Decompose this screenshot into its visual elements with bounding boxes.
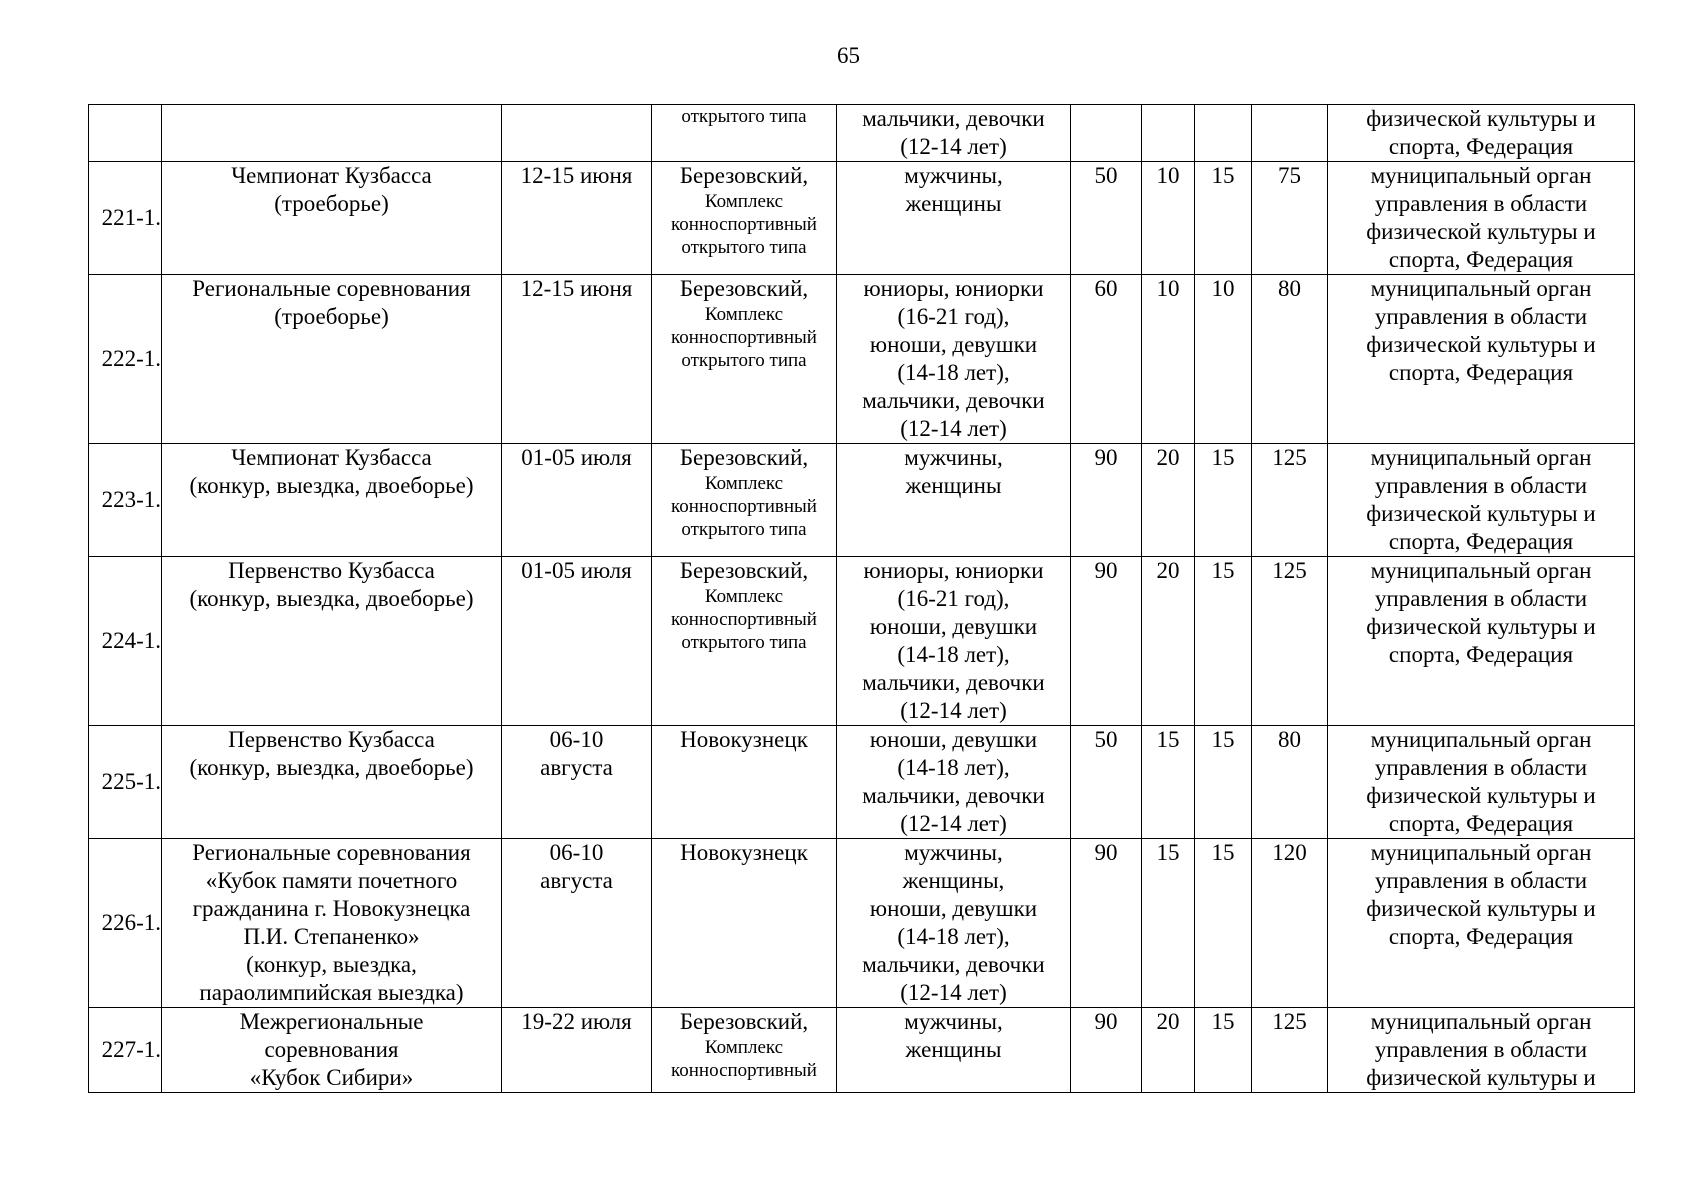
dates-line: 12-15 июня (520, 276, 633, 301)
participants-line: мальчики, девочки (862, 952, 1045, 977)
organizer-line: физической культуры и (1366, 501, 1596, 526)
event-name-line: (конкур, выездка, (246, 952, 417, 977)
venue-detail-line: открытого типа (681, 632, 807, 653)
organizer-line: муниципальный орган (1370, 558, 1592, 583)
row-number-cell (89, 726, 162, 839)
organizer-line: управления в области (1374, 755, 1588, 780)
event-name-line: «Кубок памяти почетного (205, 868, 458, 893)
count-cell-2 (1142, 1008, 1195, 1093)
count-cell-total (1252, 105, 1328, 162)
count-value: 15 (1211, 1009, 1235, 1034)
count-cell-3 (1195, 839, 1252, 1008)
count-cell-3 (1195, 1008, 1252, 1093)
row-number: 221-1. (101, 205, 161, 230)
participants-line: мужчины, (904, 840, 1003, 865)
count-value: 15 (1211, 445, 1235, 470)
event-name-line: Региональные соревнования (192, 840, 471, 865)
table-row (89, 1008, 1635, 1093)
organizer-line: управления в области (1374, 473, 1588, 498)
venue-cell (652, 105, 837, 162)
count-value: 15 (1211, 163, 1235, 188)
organizer-line: управления в области (1374, 586, 1588, 611)
dates-cell (502, 557, 652, 726)
count-value: 15 (1211, 558, 1235, 583)
count-value: 90 (1094, 840, 1118, 865)
dates-line: 01-05 июля (521, 445, 632, 470)
table-row (89, 162, 1635, 275)
participants-line: женщины (905, 1037, 1002, 1062)
venue-cell (652, 1008, 837, 1093)
count-total-value: 80 (1278, 727, 1301, 752)
count-value: 90 (1094, 1009, 1118, 1034)
venue-detail-line: Комплекс (704, 191, 784, 212)
organizer-cell (1328, 275, 1635, 444)
count-value: 20 (1156, 1009, 1180, 1034)
count-cell-3 (1195, 162, 1252, 275)
venue-detail-line: Комплекс (704, 473, 784, 494)
count-cell-total (1252, 557, 1328, 726)
row-number-cell (89, 839, 162, 1008)
count-cell-3 (1195, 275, 1252, 444)
venue-detail-line: конноспортивный (671, 327, 817, 348)
participants-line: (16-21 год), (897, 304, 1010, 329)
table-row (89, 557, 1635, 726)
count-value: 50 (1094, 727, 1118, 752)
event-name-cell (162, 275, 502, 444)
event-name-cell (162, 1008, 502, 1093)
organizer-line: спорта, Федерация (1388, 134, 1574, 159)
participants-line: юноши, девушки (869, 332, 1038, 357)
venue-detail-line: открытого типа (681, 106, 807, 127)
event-name-line: параолимпийская выездка) (199, 980, 464, 1005)
participants-line: (14-18 лет), (897, 924, 1010, 949)
participants-line: юноши, девушки (869, 614, 1038, 639)
events-table (88, 104, 1635, 1093)
count-value: 10 (1211, 276, 1235, 301)
table-row (89, 105, 1635, 162)
participants-cell (837, 444, 1071, 557)
participants-cell (837, 726, 1071, 839)
event-name-line: Региональные соревнования (192, 276, 471, 301)
dates-line: 06-10 (549, 840, 604, 865)
organizer-line: управления в области (1374, 304, 1588, 329)
participants-line: мальчики, девочки (862, 106, 1045, 131)
organizer-line: муниципальный орган (1370, 1009, 1592, 1034)
organizer-line: управления в области (1374, 191, 1588, 216)
venue-detail-line: открытого типа (681, 350, 807, 371)
organizer-line: спорта, Федерация (1388, 642, 1574, 667)
participants-cell (837, 557, 1071, 726)
participants-line: мальчики, девочки (862, 388, 1045, 413)
organizer-line: управления в области (1374, 868, 1588, 893)
count-cell-1 (1071, 275, 1142, 444)
row-number: 222-1. (101, 346, 161, 371)
participants-line: (14-18 лет), (897, 360, 1010, 385)
row-number-cell (89, 105, 162, 162)
organizer-line: муниципальный орган (1370, 727, 1592, 752)
count-cell-3 (1195, 557, 1252, 726)
count-total-value: 120 (1272, 840, 1307, 865)
count-cell-3 (1195, 105, 1252, 162)
dates-line: 01-05 июля (521, 558, 632, 583)
organizer-line: физической культуры и (1366, 783, 1596, 808)
table-row (89, 275, 1635, 444)
count-cell-2 (1142, 444, 1195, 557)
dates-cell (502, 444, 652, 557)
participants-line: мужчины, (904, 163, 1003, 188)
participants-cell (837, 275, 1071, 444)
venue-detail-line: конноспортивный (671, 214, 817, 235)
venue-city: Березовский, (679, 276, 809, 301)
count-cell-2 (1142, 162, 1195, 275)
count-cell-2 (1142, 275, 1195, 444)
participants-line: юноши, девушки (869, 727, 1038, 752)
organizer-line: муниципальный орган (1370, 445, 1592, 470)
event-name-cell (162, 105, 502, 162)
count-cell-3 (1195, 444, 1252, 557)
organizer-line: спорта, Федерация (1388, 529, 1574, 554)
row-number: 223-1. (101, 487, 161, 512)
venue-detail-line: открытого типа (681, 237, 807, 258)
dates-cell (502, 275, 652, 444)
count-cell-2 (1142, 105, 1195, 162)
venue-city: Березовский, (679, 558, 809, 583)
venue-city: Березовский, (679, 163, 809, 188)
organizer-line: спорта, Федерация (1388, 811, 1574, 836)
row-number: 227-1. (101, 1037, 161, 1062)
table-row (89, 444, 1635, 557)
participants-cell (837, 162, 1071, 275)
venue-detail-line: конноспортивный (671, 496, 817, 517)
count-cell-total (1252, 726, 1328, 839)
participants-line: юниоры, юниорки (863, 276, 1044, 301)
venue-city: Березовский, (679, 1009, 809, 1034)
event-name-cell (162, 162, 502, 275)
row-number-cell (89, 557, 162, 726)
organizer-line: спорта, Федерация (1388, 360, 1574, 385)
participants-line: мальчики, девочки (862, 783, 1045, 808)
count-cell-1 (1071, 105, 1142, 162)
row-number: 225-1. (101, 769, 161, 794)
dates-cell (502, 162, 652, 275)
organizer-line: физической культуры и (1366, 1065, 1596, 1090)
count-value: 50 (1094, 163, 1118, 188)
count-value: 20 (1156, 445, 1180, 470)
organizer-line: муниципальный орган (1370, 276, 1592, 301)
dates-line: 06-10 (549, 727, 604, 752)
count-total-value: 75 (1278, 163, 1301, 188)
participants-line: женщины (905, 191, 1002, 216)
organizer-cell (1328, 1008, 1635, 1093)
participants-cell (837, 105, 1071, 162)
venue-cell (652, 557, 837, 726)
count-value: 15 (1211, 727, 1235, 752)
venue-cell (652, 726, 837, 839)
count-cell-2 (1142, 726, 1195, 839)
participants-cell (837, 839, 1071, 1008)
organizer-line: физической культуры и (1366, 106, 1596, 131)
count-cell-1 (1071, 444, 1142, 557)
organizer-cell (1328, 839, 1635, 1008)
participants-line: (16-21 год), (897, 586, 1010, 611)
event-name-line: соревнования (264, 1037, 399, 1062)
venue-detail-line: Комплекс (704, 304, 784, 325)
count-cell-1 (1071, 557, 1142, 726)
count-cell-3 (1195, 726, 1252, 839)
participants-line: женщины, (902, 868, 1005, 893)
participants-line: мальчики, девочки (862, 670, 1045, 695)
organizer-line: физической культуры и (1366, 332, 1596, 357)
venue-cell (652, 444, 837, 557)
venue-detail-line: конноспортивный (671, 609, 817, 630)
event-name-line: (конкур, выездка, двоеборье) (189, 473, 474, 498)
organizer-line: физической культуры и (1366, 614, 1596, 639)
venue-cell (652, 275, 837, 444)
event-name-cell (162, 444, 502, 557)
venue-city: Березовский, (679, 445, 809, 470)
count-cell-total (1252, 839, 1328, 1008)
count-value: 90 (1094, 558, 1118, 583)
venue-detail-line: конноспортивный (671, 1060, 817, 1081)
dates-cell (502, 726, 652, 839)
event-name-cell (162, 839, 502, 1008)
count-value: 10 (1156, 163, 1180, 188)
participants-line: женщины (905, 473, 1002, 498)
row-number-cell (89, 162, 162, 275)
event-name-line: гражданина г. Новокузнецка (192, 896, 471, 921)
dates-line: 12-15 июня (520, 163, 633, 188)
venue-city: Новокузнецк (680, 840, 808, 865)
participants-line: (12-14 лет) (900, 134, 1007, 159)
event-name-line: (троеборье) (274, 191, 389, 216)
participants-line: юниоры, юниорки (863, 558, 1044, 583)
participants-line: (12-14 лет) (900, 698, 1007, 723)
count-cell-1 (1071, 839, 1142, 1008)
count-cell-1 (1071, 726, 1142, 839)
event-name-cell (162, 726, 502, 839)
count-total-value: 125 (1272, 445, 1307, 470)
organizer-cell (1328, 105, 1635, 162)
organizer-cell (1328, 444, 1635, 557)
event-name-line: Первенство Кузбасса (228, 727, 435, 752)
event-name-line: «Кубок Сибири» (249, 1065, 414, 1090)
row-number: 226-1. (101, 910, 161, 935)
count-total-value: 80 (1278, 276, 1301, 301)
dates-line: 19-22 июля (521, 1009, 632, 1034)
count-cell-1 (1071, 1008, 1142, 1093)
venue-cell (652, 839, 837, 1008)
event-name-line: П.И. Степаненко» (243, 924, 420, 949)
organizer-line: муниципальный орган (1370, 163, 1592, 188)
count-value: 10 (1156, 276, 1180, 301)
participants-line: (14-18 лет), (897, 642, 1010, 667)
organizer-line: муниципальный орган (1370, 840, 1592, 865)
count-cell-total (1252, 1008, 1328, 1093)
participants-line: мужчины, (904, 445, 1003, 470)
row-number-cell (89, 275, 162, 444)
event-name-line: Межрегиональные (239, 1009, 424, 1034)
dates-line: августа (540, 755, 613, 780)
count-cell-2 (1142, 557, 1195, 726)
organizer-line: спорта, Федерация (1388, 924, 1574, 949)
table-row (89, 726, 1635, 839)
venue-city: Новокузнецк (680, 727, 808, 752)
row-number-cell (89, 444, 162, 557)
venue-detail-line: открытого типа (681, 519, 807, 540)
count-total-value: 125 (1272, 558, 1307, 583)
row-number-cell (89, 1008, 162, 1093)
count-value: 15 (1156, 840, 1180, 865)
organizer-cell (1328, 726, 1635, 839)
organizer-cell (1328, 162, 1635, 275)
participants-cell (837, 1008, 1071, 1093)
count-cell-total (1252, 162, 1328, 275)
organizer-line: физической культуры и (1366, 219, 1596, 244)
event-name-line: (конкур, выездка, двоеборье) (189, 586, 474, 611)
participants-line: мужчины, (904, 1009, 1003, 1034)
venue-detail-line: Комплекс (704, 586, 784, 607)
event-name-line: (троеборье) (274, 304, 389, 329)
page-number: 65 (837, 43, 860, 68)
count-cell-total (1252, 275, 1328, 444)
venue-detail-line: Комплекс (704, 1037, 784, 1058)
participants-line: (14-18 лет), (897, 755, 1010, 780)
event-name-line: Чемпионат Кузбасса (231, 163, 432, 188)
event-name-line: Чемпионат Кузбасса (231, 445, 432, 470)
table-row (89, 839, 1635, 1008)
participants-line: (12-14 лет) (900, 811, 1007, 836)
table-body (89, 105, 1635, 1093)
dates-cell (502, 1008, 652, 1093)
participants-line: (12-14 лет) (900, 980, 1007, 1005)
count-value: 60 (1094, 276, 1118, 301)
event-name-cell (162, 557, 502, 726)
dates-cell (502, 839, 652, 1008)
row-number: 224-1. (101, 628, 161, 653)
count-value: 90 (1094, 445, 1118, 470)
organizer-line: физической культуры и (1366, 896, 1596, 921)
count-cell-1 (1071, 162, 1142, 275)
count-total-value: 125 (1272, 1009, 1307, 1034)
organizer-cell (1328, 557, 1635, 726)
participants-line: юноши, девушки (869, 896, 1038, 921)
count-cell-total (1252, 444, 1328, 557)
participants-line: (12-14 лет) (900, 416, 1007, 441)
venue-cell (652, 162, 837, 275)
count-value: 20 (1156, 558, 1180, 583)
organizer-line: управления в области (1374, 1037, 1588, 1062)
event-name-line: Первенство Кузбасса (228, 558, 435, 583)
dates-line: августа (540, 868, 613, 893)
organizer-line: спорта, Федерация (1388, 247, 1574, 272)
count-cell-2 (1142, 839, 1195, 1008)
dates-cell (502, 105, 652, 162)
count-value: 15 (1156, 727, 1180, 752)
event-name-line: (конкур, выездка, двоеборье) (189, 755, 474, 780)
count-value: 15 (1211, 840, 1235, 865)
